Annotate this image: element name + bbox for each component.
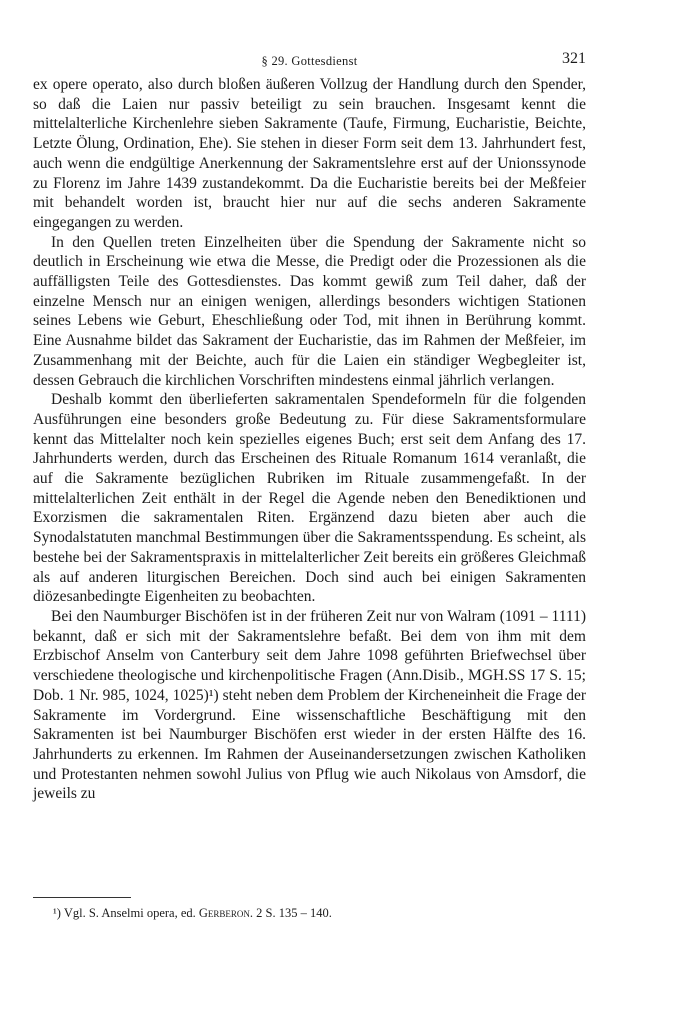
paragraph-4: Bei den Naumburger Bischöfen ist in der früheren Zeit nur von Walram (1091 – 1111) bekannt, daß er sich mit der Sakramentslehre befaßt. Bei dem von ihm mit dem Erzbischof Anselm von Canterbury seit dem Jahre 1098 geführten Briefwechsel über verschiedene theologische und kirchenpolitische Fragen (Ann.Disib., MGH.SS 17 S. 15; Dob. 1 Nr. 985, 1024, 1025)¹) steht neben dem Problem der Kircheneinheit die Frage der Sakramente im Vordergrund. Eine wissenschaftliche Beschäftigung mit den Sakramenten ist bei Naumburger Bischöfen erst wieder in der ersten Hälfte des 16. Jahrhunderts zu erkennen. Im Rahmen der Auseinandersetzungen zwischen Katholiken und Protestanten nehmen sowohl Julius von Pflug wie auch Nikolaus von Amsdorf, die jeweils zu [33,607,586,803]
paragraph-3: Deshalb kommt den überlieferten sakramentalen Spendeformeln für die folgenden Ausführungen eine besonders große Bedeutung zu. Für diese Sakramentsformulare kennt das Mittelalter noch kein spezielles eigenes Buch; erst seit dem Anfang des 17. Jahrhunderts werden, durch das Erscheinen des Rituale Romanum 1614 veranlaßt, die auf die Sakramente bezüglichen Rubriken im Rituale zusammengefaßt. In der mittelalterlichen Zeit enthält in der Regel die Agende neben den Benediktionen und Exorzismen die sakramentalen Riten. Ergänzend dazu bieten aber auch die Synodalstatuten manchmal Bestimmungen über die Sakramentsspendung. Es scheint, als bestehe bei der Sakramentspraxis in mittelalterlicher Zeit bereits ein größeres Gleichmaß als auf anderen liturgischen Bereichen. Doch sind auch bei einigen Sakramenten diözesanbedingte Eigenheiten zu beobachten. [33,391,586,606]
footnote-divider [33,897,131,898]
footnote [53,905,332,921]
footnote-text-before: Vgl. S. Anselmi opera, ed. [63,906,196,920]
running-head [33,50,586,72]
footnote-text-after: . 2 S. 135 – 140. [249,906,332,920]
footnote-editor: Gerberon [198,906,250,920]
page-number: 321 [562,50,586,67]
running-title: § 29. Gottesdienst [261,54,358,68]
paragraph-2: In den Quellen treten Einzelheiten über die Spendung der Sakramente nicht so deutlich in Erscheinung wie etwa die Messe, die Predigt oder die Prozessionen als die auffälligsten Teile des Gottesdienstes. Das kommt gewiß zum Teil daher, daß der einzelne Mensch nur an einigen wenigen, allerdings besonders wichtigen Stationen seines Lebens wie Geburt, Eheschließung oder Tod, mit ihnen in Berührung kommt. Eine Ausnahme bildet das Sakrament der Eucharistie, das im Rahmen der Meßfeier, im Zusammenhang mit der Beichte, auch für die Laien ein ständiger Wegbegleiter ist, dessen Gebrauch die kirchlichen Vorschriften mindestens einmal jährlich verlangen. [33,233,586,389]
paragraph-1: ex opere operato, also durch bloßen äußeren Vollzug der Handlung durch den Spender, so daß die Laien nur passiv beteiligt zu sein brauchen. Insgesamt kennt die mittelalterliche Kirchenlehre sieben Sakramente (Taufe, Firmung, Eucharistie, Beichte, Letzte Ölung, Ordination, Ehe). Sie stehen in dieser Form seit dem 13. Jahrhundert fest, auch wenn die endgültige Anerkennung der Sakramentslehre erst auf der Unionssynode zu Florenz im Jahre 1439 zustandekommt. Da die Eucharistie bereits bei der Meßfeier mit behandelt worden ist, braucht hier nur auf die sechs anderen Sakramente eingegangen zu werden. [33,76,586,231]
footnote-marker: ¹) [53,906,61,920]
body-text [33,75,586,804]
